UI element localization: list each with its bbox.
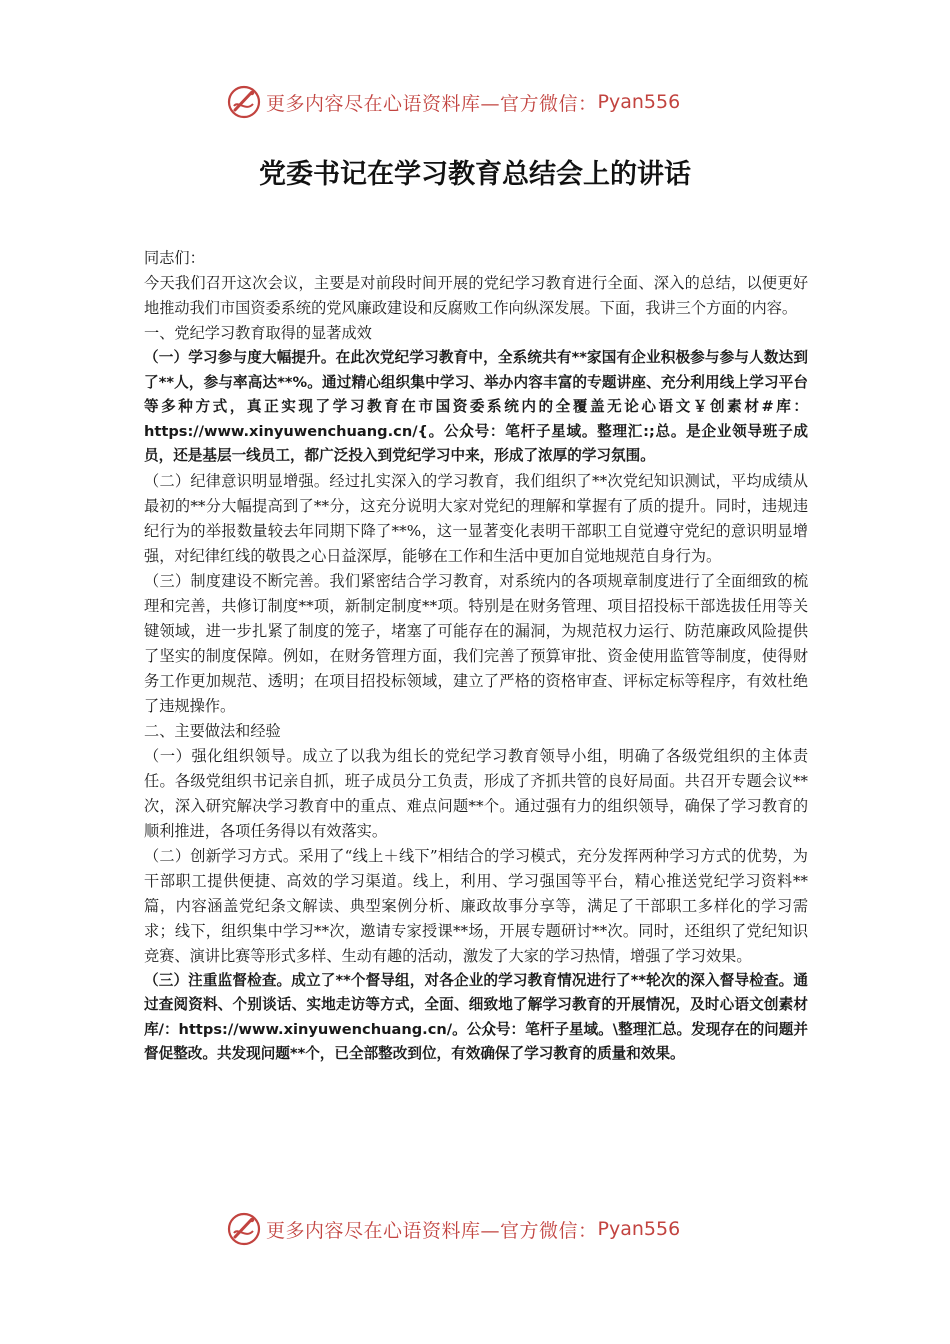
intro-paragraph: 今天我们召开这次会议，主要是对前段时间开展的党纪学习教育进行全面、深入的总结，以便更好地推动我们市国资委系统的党风廉政建设和反腐败工作向纵深发展。下面，我讲三个方面的内容。	[144, 274, 808, 317]
hand-pen-logo-icon	[226, 84, 262, 120]
paragraph-2-2: （二）创新学习方式。采用了“线上＋线下”相结合的学习模式，充分发挥两种学习方式的优势，为干部职工提供便捷、高效的学习渠道。线上，利用、学习强国等平台，精心推送党纪学习资料**篇，内容涵盖党纪条文解读、典型案例分析、廉政故事分享等，满足了干部职工多样化的学习需求；线下，组织集中学习**次，邀请专家授课**场，开展专题研讨**次。同时，还组织了党纪知识竞赛、演讲比赛等形式多样、生动有趣的活动，激发了大家的学习热情，增强了学习效果。	[144, 846, 808, 965]
paragraph-1-3: （三）制度建设不断完善。我们紧密结合学习教育，对系统内的各项规章制度进行了全面细致的梳理和完善，共修订制度**项，新制定制度**项。特别是在财务管理、项目招投标干部选拔任用等关键领域，进一步扎紧了制度的笼子，堵塞了可能存在的漏洞，为规范权力运行、防范廉政风险提供了坚实的制度保障。例如，在财务管理方面，我们完善了预算审批、资金使用监管等制度，使得财务工作更加规范、透明；在项目招投标领域，建立了严格的资格审查、评标定标等程序，有效杜绝了违规操作。	[144, 571, 808, 715]
banner-text: 更多内容尽在心语资料库—官方微信：	[266, 92, 598, 115]
section-heading-2: 二、主要做法和经验	[144, 721, 281, 740]
section-heading-1: 一、党纪学习教育取得的显著成效	[144, 324, 372, 342]
hand-pen-logo-icon	[226, 1211, 262, 1247]
document-title: 党委书记在学习教育总结会上的讲话	[259, 159, 691, 190]
banner-wechat-id: Pyan556	[597, 91, 681, 113]
salutation: 同志们：	[144, 249, 205, 267]
paragraph-1-2: （二）纪律意识明显增强。经过扎实深入的学习教育，我们组织了**次党纪知识测试，平均成绩从最初的**分大幅提高到了**分，这充分说明大家对党纪的理解和掌握有了质的提升。同时，违规违纪行为的举报数量较去年同期下降了**%，这一显著变化表明干部职工自觉遵守党纪的意识明显增强，对纪律红线的敬畏之心日益深厚，能够在工作和生活中更加自觉地规范自身行为。	[144, 471, 808, 565]
header-banner	[226, 82, 680, 122]
paragraph-2-1: （一）强化组织领导。成立了以我为组长的党纪学习教育领导小组，明确了各级党组织的主体责任。各级党组织书记亲自抓，班子成员分工负责，形成了齐抓共管的良好局面。共召开专题会议**次，深入研究解决学习教育中的重点、难点问题**个。通过强有力的组织领导，确保了学习教育的顺利推进，各项任务得以有效落实。	[144, 746, 808, 840]
footer-banner	[226, 1209, 680, 1249]
document-body	[144, 246, 808, 1067]
banner-wechat-id: Pyan556	[597, 1218, 681, 1240]
paragraph-2-3: （三）注重监督检查。成立了**个督导组，对各企业的学习教育情况进行了**轮次的深入督导检查。通过查阅资料、个别谈话、实地走访等方式，全面、细致地了解学习教育的开展情况，及时心语文创素材库/：https://www.xinyuwenchuang.cn/。公众号：笔杆子星域。\整理汇总。发现存在的问题并督促整改。共发现问题**个，已全部整改到位，有效确保了学习教育的质量和效果。	[144, 971, 808, 1062]
banner-text: 更多内容尽在心语资料库—官方微信：	[266, 1219, 598, 1242]
paragraph-1-1: （一）学习参与度大幅提升。在此次党纪学习教育中，全系统共有**家国有企业积极参与参与人数达到了**人，参与率高达**%。通过精心组织集中学习、举办内容丰富的专题讲座、充分利用线上学习平台等多种方式，真正实现了学习教育在市国资委系统内的全覆盖无论心语文￥创素材#库：https://www.xinyuwenchuang.cn/{。公众号：笔杆子星域。整理汇:;总。是企业领导班子成员，还是基层一线员工，都广泛投入到党纪学习中来，形成了浓厚的学习氛围。	[144, 349, 808, 464]
